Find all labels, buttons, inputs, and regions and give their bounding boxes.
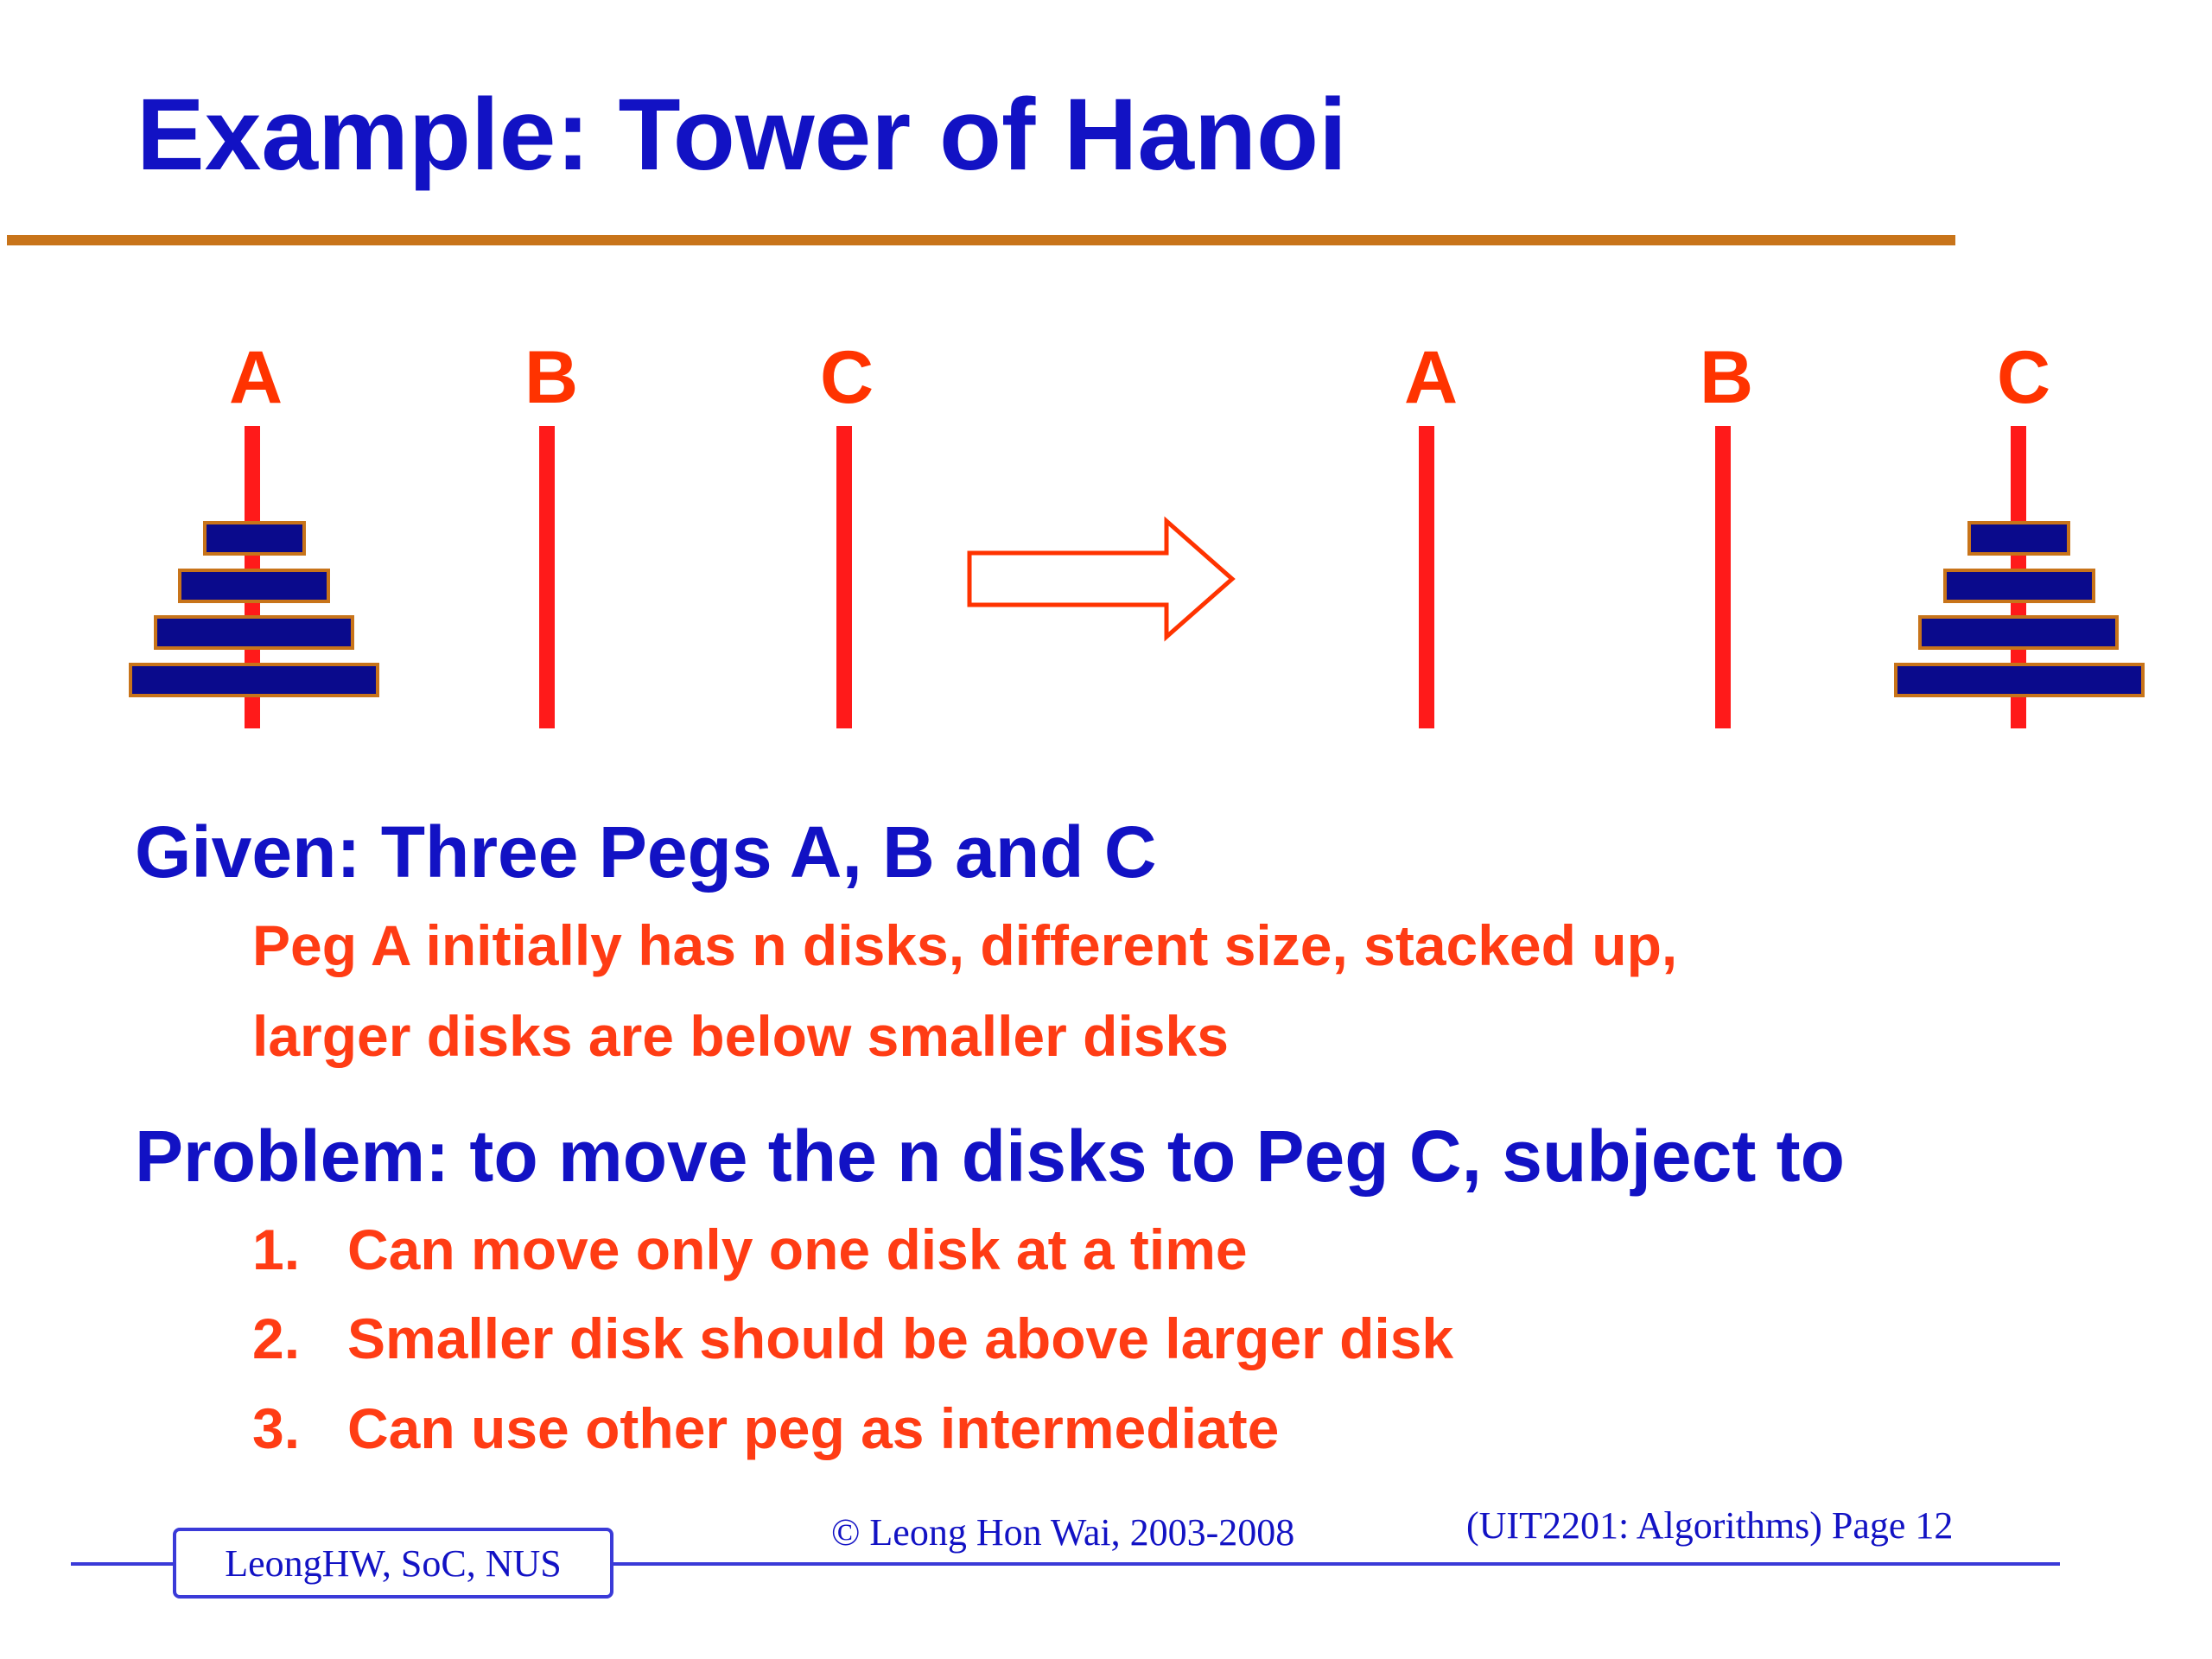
start-peg-label-a: A — [228, 336, 283, 419]
given-line-2: larger disks are below smaller disks — [252, 1004, 1229, 1068]
rule-item-3 — [252, 1397, 1980, 1466]
start-disk-3 — [156, 617, 353, 648]
start-peg-b — [539, 426, 555, 728]
tower-diagram — [0, 0, 2212, 778]
slide-title: Example: Tower of Hanoi — [137, 78, 1347, 192]
footer-author-box: LeongHW, SoC, NUS — [173, 1528, 613, 1599]
start-disk-1 — [205, 523, 304, 554]
transition-arrow-icon — [969, 521, 1232, 637]
rule-text: Can use other peg as intermediate — [347, 1396, 1280, 1460]
start-peg-label-b: B — [524, 336, 579, 419]
footer-course-page: (UIT2201: Algorithms) Page 12 — [1466, 1504, 1954, 1547]
start-disk-2 — [180, 570, 328, 601]
problem-heading: Problem: to move the n disks to Peg C, subject to — [135, 1116, 1845, 1197]
rule-item-1 — [252, 1218, 1980, 1287]
end-disk-3 — [1920, 617, 2117, 648]
end-peg-label-b: B — [1699, 336, 1754, 419]
start-peg-label-c: C — [819, 336, 874, 419]
rule-text: Smaller disk should be above larger disk — [347, 1306, 1454, 1370]
end-peg-label-a: A — [1403, 336, 1459, 419]
rule-item-2 — [252, 1307, 1980, 1376]
end-peg-b — [1715, 426, 1731, 728]
rule-number: 1. — [252, 1217, 301, 1281]
rule-text: Can move only one disk at a time — [347, 1217, 1248, 1281]
end-peg-label-c: C — [1996, 336, 2051, 419]
start-disk-4 — [130, 664, 378, 696]
rule-number: 2. — [252, 1306, 301, 1370]
given-line-1: Peg A initially has n disks, different size, stacked up, — [252, 913, 1678, 977]
footer-copyright: © Leong Hon Wai, 2003-2008 — [831, 1511, 1295, 1554]
rule-number: 3. — [252, 1396, 301, 1460]
end-disk-2 — [1945, 570, 2094, 601]
given-heading: Given: Three Pegs A, B and C — [135, 811, 1157, 893]
start-peg-c — [836, 426, 852, 728]
end-peg-a — [1419, 426, 1434, 728]
end-disk-4 — [1896, 664, 2143, 696]
end-disk-1 — [1969, 523, 2069, 554]
